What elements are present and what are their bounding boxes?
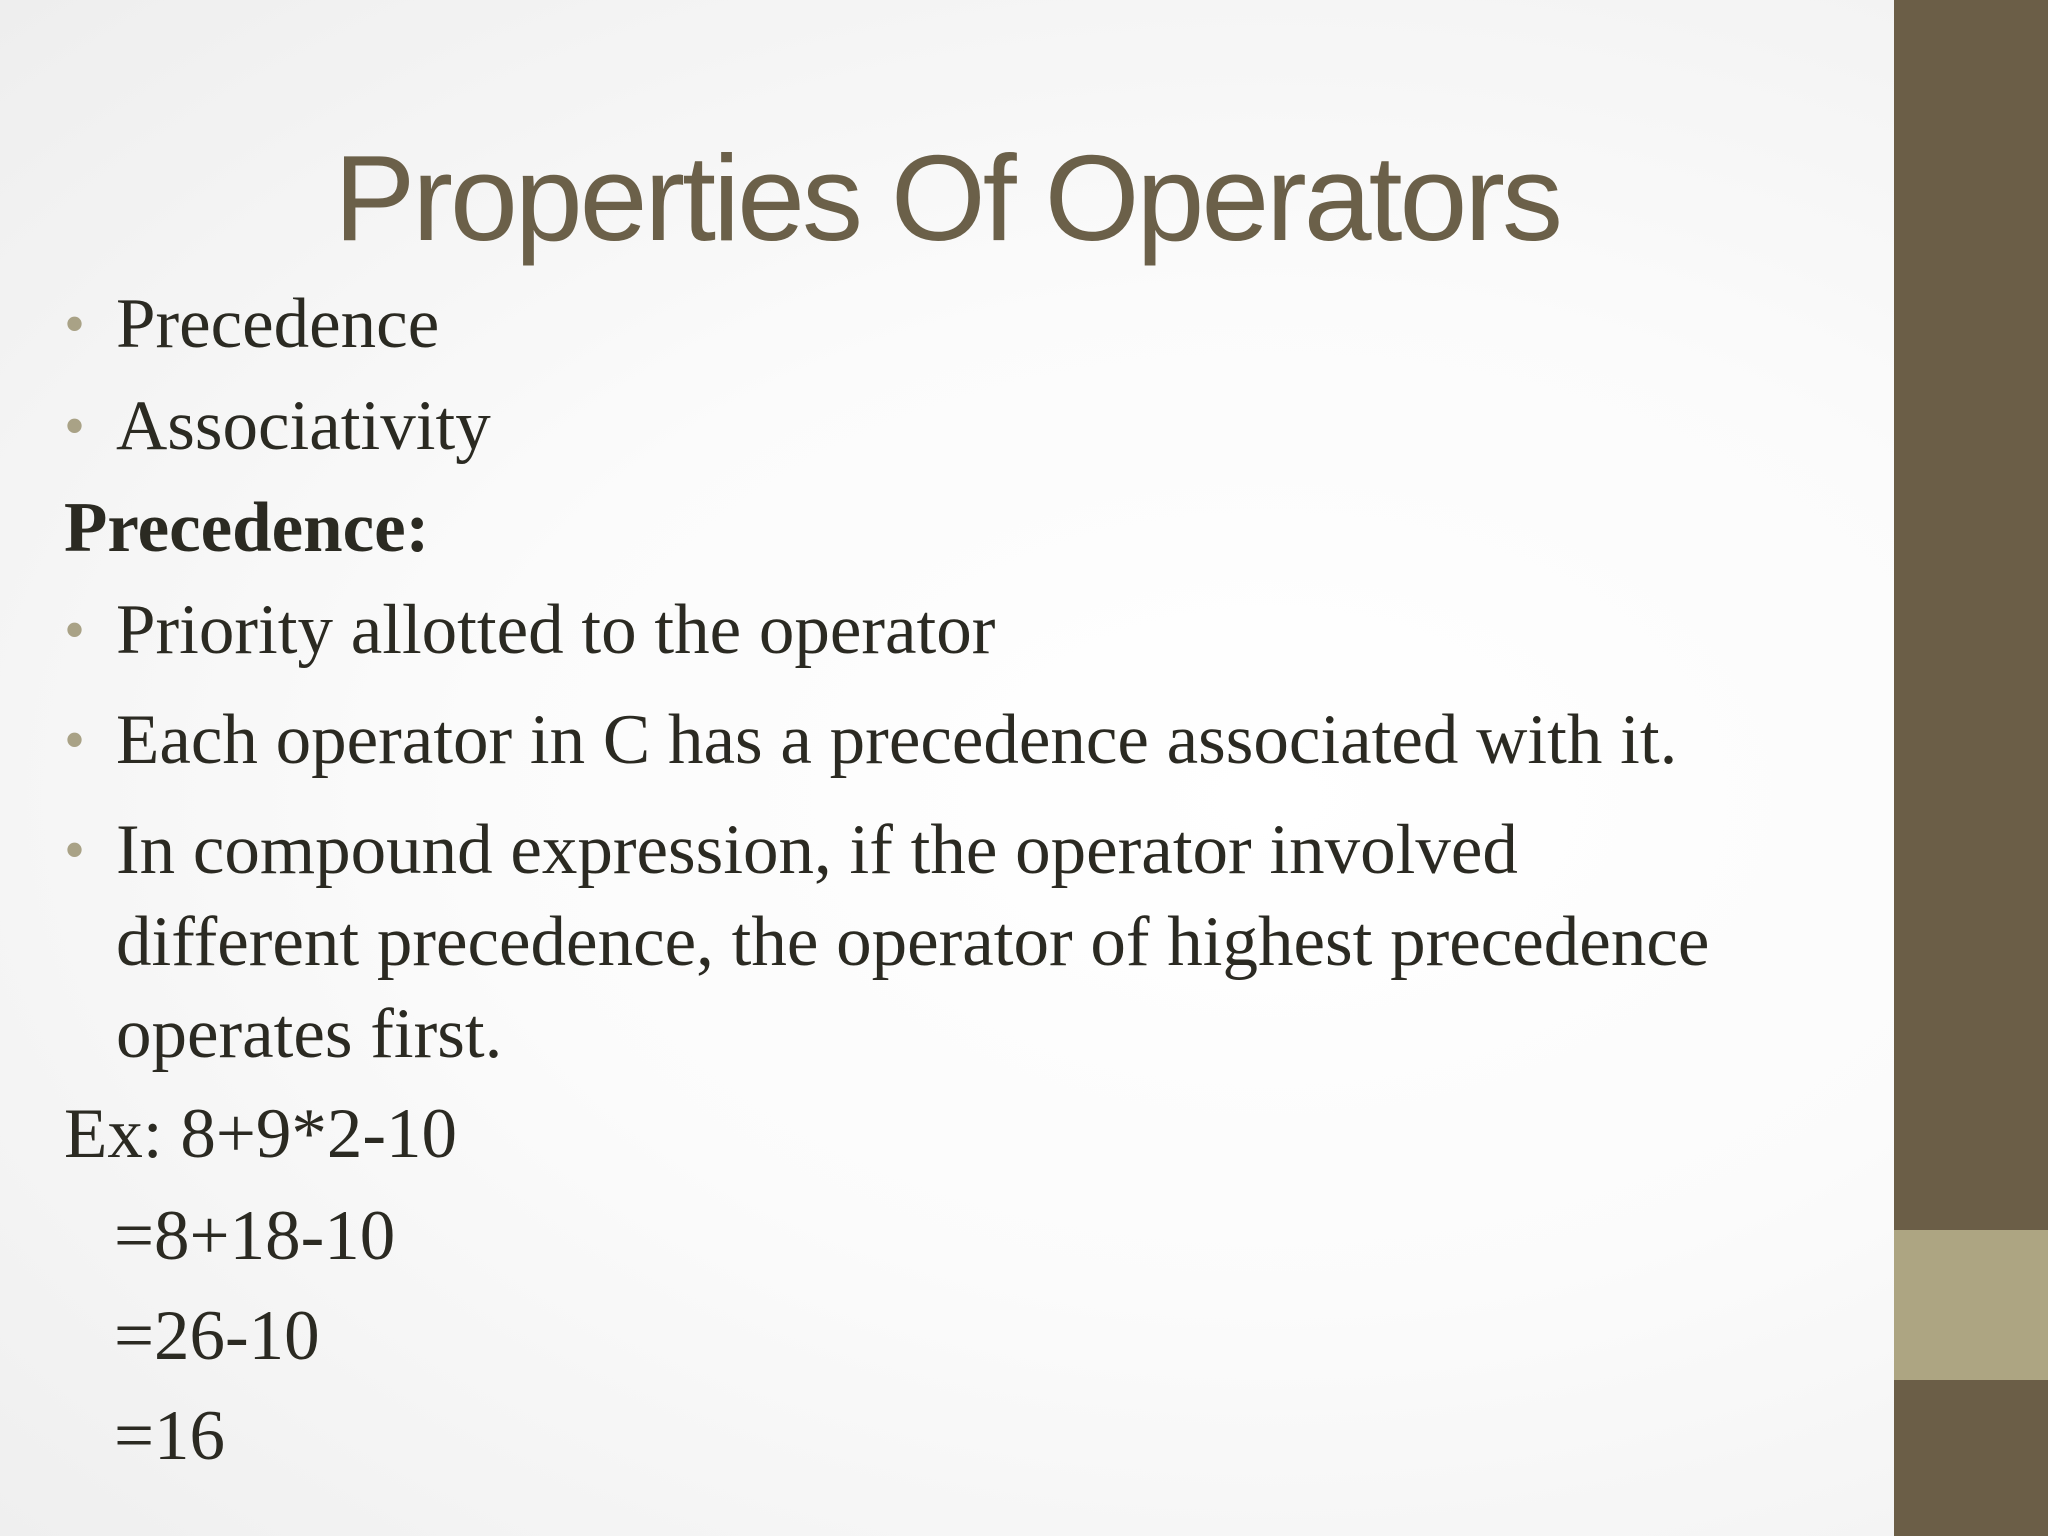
- side-decoration-bar: [1894, 0, 2048, 1536]
- example-step-2: =26-10: [114, 1297, 320, 1375]
- bullet-text-line-3: operates first.: [116, 995, 503, 1073]
- side-decoration-accent: [1894, 1230, 2048, 1380]
- bullet-icon: •: [64, 393, 86, 459]
- slide-title: Properties Of Operators: [333, 130, 1561, 266]
- section-heading: Precedence:: [64, 489, 430, 567]
- bullet-text: Associativity: [116, 387, 491, 465]
- bullet-text: Each operator in C has a precedence associated with it.: [116, 701, 1678, 779]
- bullet-text-line-1: In compound expression, if the operator involved: [116, 811, 1518, 889]
- bullet-text: Precedence: [116, 285, 440, 363]
- example-step-1: =8+18-10: [114, 1197, 396, 1275]
- example-step-3: =16: [114, 1397, 226, 1475]
- bullet-icon: •: [64, 817, 86, 883]
- bullet-icon: •: [64, 597, 86, 663]
- bullet-text-line-2: different precedence, the operator of highest precedence: [116, 903, 1710, 981]
- bullet-icon: •: [64, 707, 86, 773]
- example-label: Ex: 8+9*2-10: [64, 1095, 458, 1173]
- bullet-icon: •: [64, 291, 86, 357]
- bullet-text: Priority allotted to the operator: [116, 591, 996, 669]
